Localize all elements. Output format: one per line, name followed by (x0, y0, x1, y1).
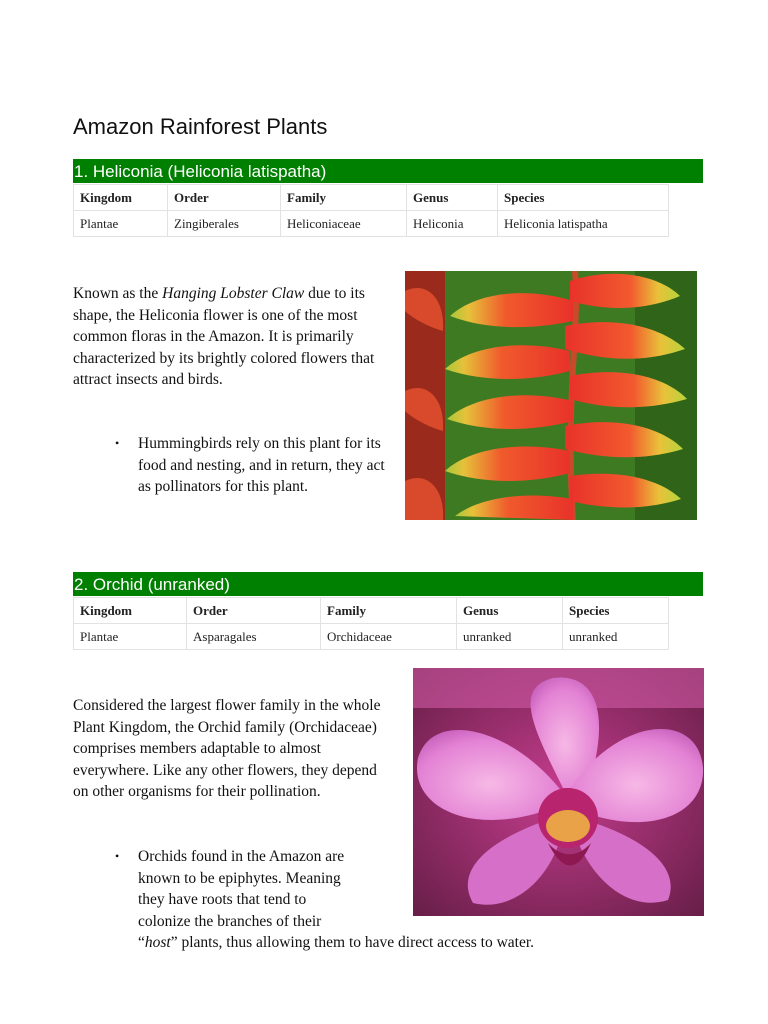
orchid-illustration (413, 668, 704, 916)
table-cell: Asparagales (187, 624, 321, 650)
table-header-cell: Species (498, 185, 669, 211)
heliconia-bullet-text: Hummingbirds rely on this plant for its food and nesting, and in return, they act as pollinators for this plant. (138, 435, 385, 495)
table-header-cell: Genus (407, 185, 498, 211)
table-row (74, 624, 669, 650)
taxonomy-table-orchid (73, 597, 669, 650)
table-header-row (74, 598, 669, 624)
table-cell: Zingiberales (168, 211, 281, 237)
table-header-cell: Species (563, 598, 669, 624)
table-header-cell: Kingdom (74, 598, 187, 624)
page-title: Amazon Rainforest Plants (73, 114, 328, 139)
bullet-line: they have roots that tend to (138, 891, 307, 908)
table-row (74, 211, 669, 237)
section-header-heliconia: 1. Heliconia (Heliconia latispatha) (73, 159, 703, 183)
table-cell: unranked (563, 624, 669, 650)
heliconia-flower-photo (405, 271, 697, 520)
table-header-cell: Order (187, 598, 321, 624)
bullet-icon: • (115, 436, 120, 450)
emphasis-text: host (144, 934, 171, 951)
bullet-tail-text: ” plants, thus allowing them to have direct access to water. (170, 934, 535, 951)
bullet-line: known to be epiphytes. Meaning (138, 869, 341, 887)
table-cell: Plantae (74, 211, 168, 237)
table-header-cell: Genus (457, 598, 563, 624)
heliconia-illustration (405, 271, 697, 520)
paragraph-text: Known as the (73, 285, 163, 302)
table-header-cell: Family (321, 598, 457, 624)
emphasis-text: Hanging Lobster Claw (162, 285, 305, 302)
table-header-cell: Kingdom (74, 185, 168, 211)
table-header-cell: Family (281, 185, 407, 211)
quote-mark: “ (138, 934, 145, 951)
bullet-line (138, 932, 698, 954)
heliconia-paragraph (73, 283, 391, 391)
table-header-row (74, 185, 669, 211)
table-cell: Heliconia latispatha (498, 211, 669, 237)
orchid-flower-photo (413, 668, 704, 916)
table-cell: Orchidaceae (321, 624, 457, 650)
bullet-line: colonize the branches of their (138, 912, 322, 930)
table-cell: unranked (457, 624, 563, 650)
section-header-orchid: 2. Orchid (unranked) (73, 572, 703, 596)
bullet-line: Orchids found in the Amazon are (138, 848, 345, 865)
table-cell: Heliconiaceae (281, 211, 407, 237)
table-header-cell: Order (168, 185, 281, 211)
table-cell: Plantae (74, 624, 187, 650)
bullet-icon: • (115, 849, 120, 863)
taxonomy-table-heliconia (73, 184, 669, 237)
orchid-paragraph: Considered the largest flower family in the whole Plant Kingdom, the Orchid family (Orchidaceae) comprises members adaptable to almost everywhere. Like any other flowers, they depend on other organisms for their pollination. (73, 697, 381, 800)
paragraph-text: due to its shape, the Heliconia flower is one of the most common floras in the Amazon. It is primarily characterized by its brightly colored flowers that attract insects and birds. (73, 285, 375, 388)
table-cell: Heliconia (407, 211, 498, 237)
